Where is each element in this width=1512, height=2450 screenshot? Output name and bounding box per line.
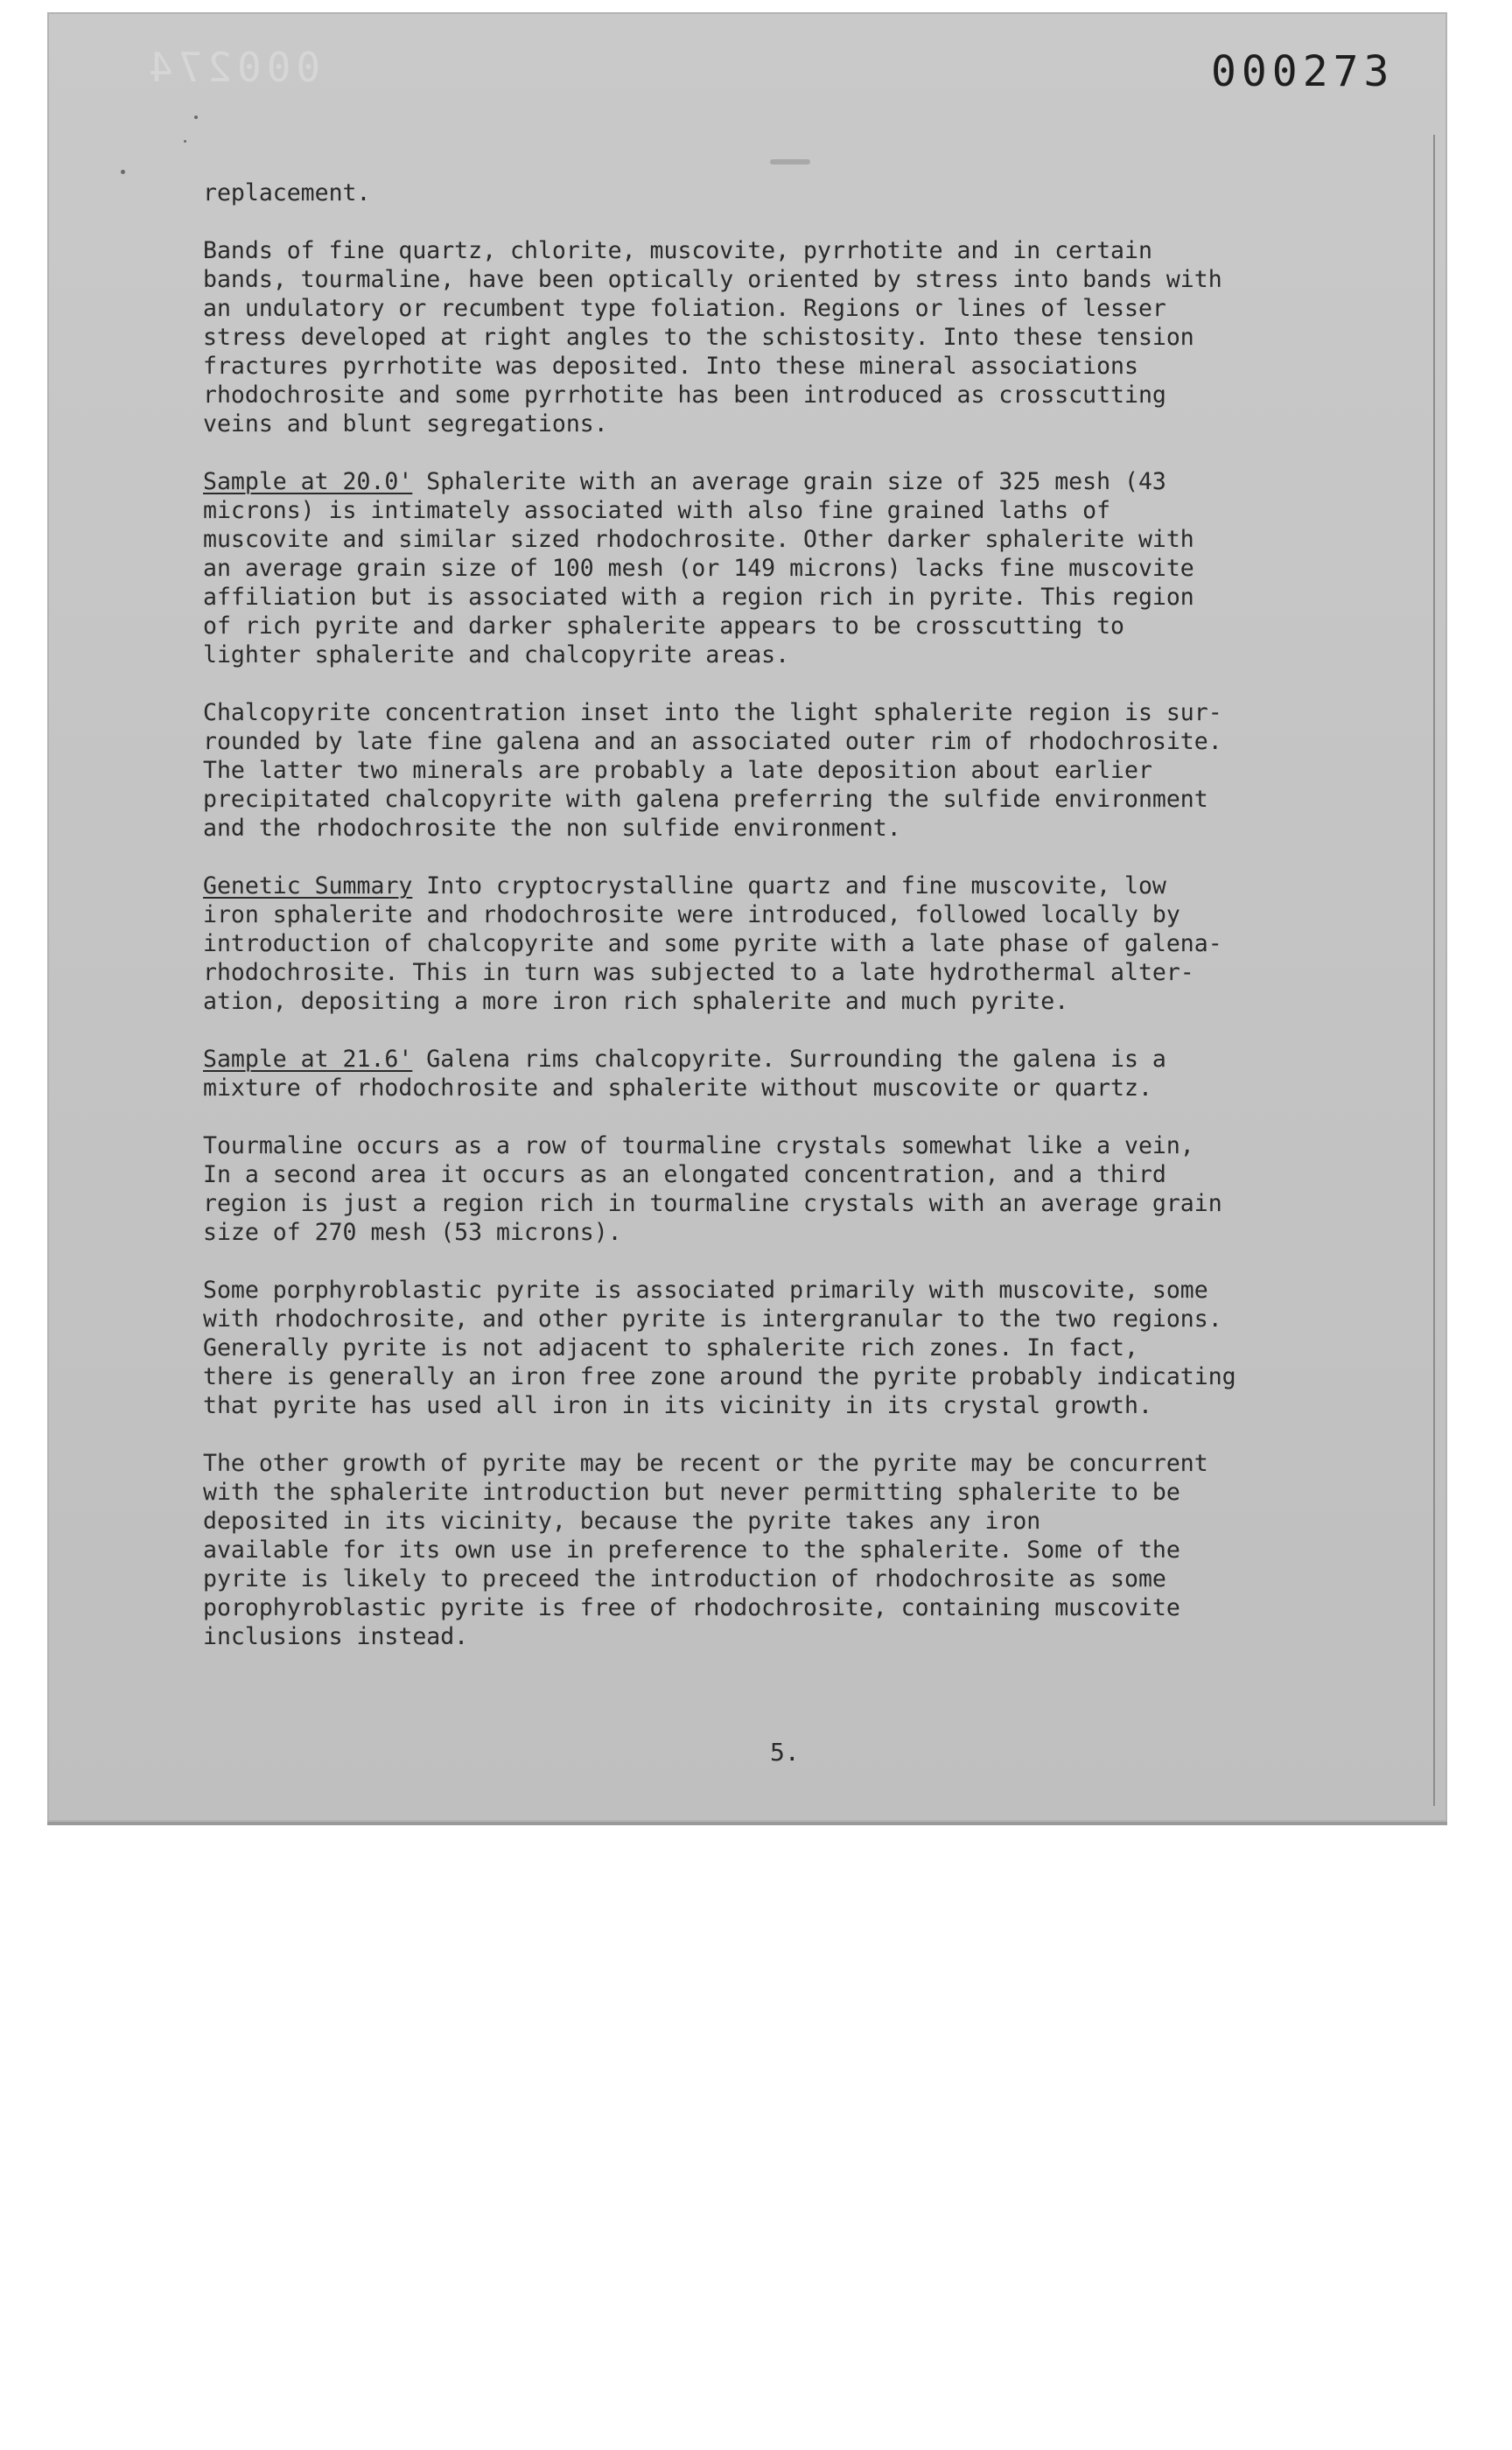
- page-number: 5.: [770, 1738, 800, 1767]
- paragraph: [203, 1131, 1306, 1247]
- paragraph-text: Tourmaline occurs as a row of tourmaline crystals somewhat like a vein, In a second area it occurs as an elongated concentration, and a third region is just a region rich in tourmaline crystals with an average grain size of 270 mesh (53 microns).: [203, 1132, 1222, 1246]
- page-id-stamp: 000273: [1211, 47, 1395, 96]
- paragraph: [203, 236, 1306, 438]
- paragraph: [203, 1045, 1306, 1102]
- paragraph: [203, 872, 1306, 1016]
- page-edge-rule: [1433, 135, 1435, 1806]
- paragraph-text: Galena rims chalcopyrite. Surrounding the galena is a mixture of rhodochrosite and sphalerite without muscovite or quartz.: [203, 1046, 1166, 1102]
- paragraph-text: Into cryptocrystalline quartz and fine muscovite, low iron sphalerite and rhodochrosite were introduced, followed locally by introduction of chalcopyrite and some pyrite with a late phase of galena- rhodochrosite. This in turn was subjected to a late hydrothermal alter- ation, depositing a more iron rich sphalerite and much pyrite.: [203, 872, 1222, 1015]
- paragraph-text: The other growth of pyrite may be recent or the pyrite may be concurrent with the sphalerite introduction but never permitting sphalerite to be deposited in its vicinity, because the pyrite takes any iron available for its own use in preference to the sphalerite. Some of the pyrite is likely to preceed the introduction of rhodochrosite as some porophyroblastic pyrite is free of rhodochrosite, containing muscovite inclusions instead.: [203, 1450, 1208, 1650]
- paragraph-text: Sphalerite with an average grain size of 325 mesh (43 microns) is intimately associated with also fine grained laths of muscovite and similar sized rhodochrosite. Other darker sphalerite with an average grain size of 100 mesh (or 149 microns) lacks fine muscovite affiliation but is associated with a region rich in pyrite. This region of rich pyrite and darker sphalerite appears to be crosscutting to lighter sphalerite and chalcopyrite areas.: [203, 468, 1194, 668]
- paragraph-text: replacement.: [203, 179, 371, 206]
- paragraph-heading: Sample at 20.0': [203, 468, 413, 495]
- paragraph-heading: Genetic Summary: [203, 872, 413, 900]
- scan-speck: [121, 170, 125, 174]
- scan-speck: [184, 140, 186, 143]
- document-body: [203, 178, 1306, 1680]
- scan-speck: [770, 159, 810, 164]
- paragraph: [203, 1449, 1306, 1651]
- paragraph: [203, 178, 1306, 207]
- paragraph: [203, 467, 1306, 669]
- paragraph-heading: Sample at 21.6': [203, 1046, 413, 1073]
- paragraph-text: Bands of fine quartz, chlorite, muscovite, pyrrhotite and in certain bands, tourmaline, have been optically oriented by stress into bands with an undulatory or recumbent type foliation. Regions or lines of lesser stress developed at right angles to the schistosity. Into these tension fractures pyrrhotite was deposited. Into these mineral associations rhodochrosite and some pyrrhotite has been introduced as crosscutting veins and blunt segregations.: [203, 237, 1222, 438]
- paragraph: [203, 698, 1306, 843]
- paragraph-text: Chalcopyrite concentration inset into the light sphalerite region is sur- rounded by late fine galena and an associated outer rim of rhodochrosite. The latter two minerals are probably a late deposition about earlier precipitated chalcopyrite with galena preferring the sulfide environment and the rhodochrosite the non sulfide environment.: [203, 699, 1222, 842]
- bleed-through-page-id: 000274: [144, 44, 321, 91]
- paragraph: [203, 1276, 1306, 1420]
- paragraph-text: Some porphyroblastic pyrite is associated primarily with muscovite, some with rhodochrosite, and other pyrite is intergranular to the two regions. Generally pyrite is not adjacent to sphalerite rich zones. In fact, there is generally an iron free zone around the pyrite probably indicating that pyrite has used all iron in its vicinity in its crystal growth.: [203, 1277, 1236, 1419]
- scan-speck: [194, 116, 198, 119]
